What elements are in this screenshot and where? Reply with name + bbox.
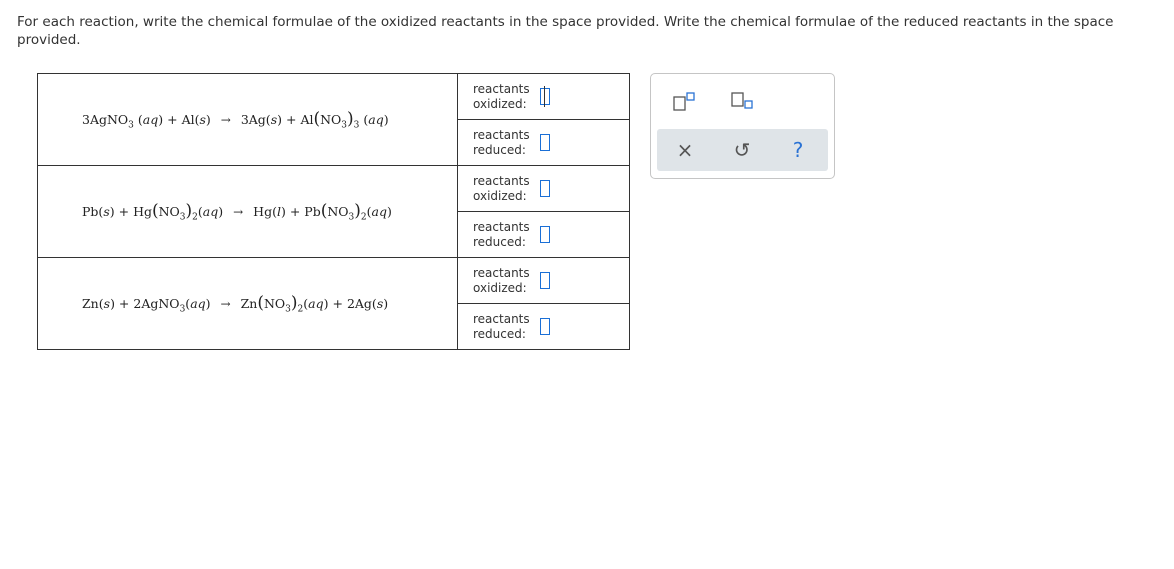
reduced-label: [473, 128, 530, 158]
state: aq: [368, 111, 384, 127]
label-line: reduced:: [473, 142, 526, 157]
clear-button[interactable]: [670, 136, 700, 164]
state: aq: [371, 203, 388, 219]
label-line: oxidized:: [473, 96, 527, 111]
reaction-table: [37, 73, 630, 350]
oxidized-input-3[interactable]: [540, 272, 550, 289]
reduced-cell-1: [458, 120, 630, 166]
reduced-label: [473, 312, 530, 342]
subscript: 2: [360, 212, 367, 223]
state: aq: [202, 203, 219, 219]
label-line: oxidized:: [473, 188, 527, 203]
reduced-cell-3: [458, 304, 630, 350]
reduced-input-3[interactable]: [540, 318, 550, 335]
subscript: 3: [353, 120, 360, 131]
formula-toolbar-panel: [650, 73, 835, 179]
state: s: [103, 295, 111, 311]
undo-button[interactable]: [727, 136, 757, 164]
undo-icon: ↺: [733, 138, 751, 162]
formula: Ag: [354, 295, 372, 311]
subscript: 3: [128, 120, 134, 131]
formula: NO: [158, 203, 180, 219]
formula: Zn: [240, 295, 258, 311]
plus: +: [285, 111, 297, 127]
subscript-button[interactable]: [727, 88, 757, 114]
formula: NO: [320, 111, 342, 127]
subscript-icon: [729, 90, 755, 112]
help-icon: ?: [792, 138, 804, 162]
formula: Ag: [248, 111, 266, 127]
oxidized-cell-2: [458, 166, 630, 212]
subscript: 3: [341, 120, 348, 131]
label-line: reduced:: [473, 234, 526, 249]
subscript: 2: [297, 304, 304, 315]
reduced-cell-2: [458, 212, 630, 258]
table-row: [38, 166, 630, 212]
label-line: oxidized:: [473, 280, 527, 295]
instructions-text: For each reaction, write the chemical formulae of the oxidized reactants in the space provided. Write the chemical formulae of the reduced reactants in the space provided.: [17, 14, 1114, 48]
reduced-input-2[interactable]: [540, 226, 550, 243]
formula: NO: [263, 295, 286, 311]
label-line: reactants: [473, 311, 530, 326]
formula: AgNO: [89, 111, 129, 127]
subscript: 3: [179, 304, 186, 315]
plus: +: [118, 295, 130, 311]
state: s: [270, 111, 278, 127]
oxidized-input-1[interactable]: [540, 88, 550, 105]
oxidized-label: [473, 174, 530, 204]
formula: AgNO: [141, 295, 180, 311]
formula: Zn: [82, 295, 99, 311]
toolbar-actions: [657, 129, 828, 171]
superscript-button[interactable]: [669, 88, 699, 114]
reaction-arrow-icon: →: [220, 112, 231, 127]
formula: Pb: [82, 203, 99, 219]
coef: 2: [133, 295, 142, 311]
reaction-arrow-icon: →: [233, 204, 244, 219]
coef: 2: [346, 295, 355, 311]
subscript: 3: [179, 212, 186, 223]
oxidized-label: [473, 82, 530, 112]
subscript: 3: [348, 212, 355, 223]
state: aq: [190, 295, 206, 311]
table-row: [38, 74, 630, 120]
reaction-arrow-icon: →: [220, 296, 231, 311]
label-line: reactants: [473, 81, 530, 96]
superscript-icon: [671, 90, 697, 112]
subscript: 3: [285, 304, 291, 315]
help-button[interactable]: [783, 136, 813, 164]
reaction-equation-1: 3AgNO$_3$ $(aq) + Al(s) \to 3Ag(s) + Al(NO_3)_3$ (aq): [38, 74, 458, 166]
state: aq: [142, 111, 159, 127]
oxidized-input-2[interactable]: [540, 180, 550, 197]
oxidized-cell-3: [458, 258, 630, 304]
coef: 3: [240, 111, 249, 127]
close-icon: ×: [676, 138, 694, 162]
reduced-label: [473, 220, 530, 250]
state: s: [376, 295, 384, 311]
formula: Hg: [133, 203, 152, 219]
plus: +: [118, 203, 130, 219]
plus: +: [289, 203, 301, 219]
reduced-input-1[interactable]: [540, 134, 550, 151]
label-line: reactants: [473, 219, 530, 234]
state: l: [276, 203, 281, 219]
formula: NO: [327, 203, 349, 219]
plus: +: [167, 111, 178, 127]
reaction-equation-3: Zn(s) + 2AgNO$_3$(aq) → $Zn(NO_3)_2(aq) + 2Ag(s)$: [38, 258, 458, 350]
oxidized-label: [473, 266, 530, 296]
label-line: reactants: [473, 127, 530, 142]
formula: Pb: [304, 203, 321, 219]
plus: +: [332, 295, 343, 311]
coef: 3: [82, 111, 90, 127]
formula: Al: [181, 111, 195, 127]
reaction-equation-2: $Pb(s) + Hg(NO_3)_2(aq) \to Hg(l) + Pb(NO_3)_2(aq)$: [38, 166, 458, 258]
label-line: reduced:: [473, 326, 526, 341]
formula: Hg: [253, 203, 273, 219]
formula: Al: [300, 111, 314, 127]
state: aq: [308, 295, 324, 311]
table-row: [38, 258, 630, 304]
state: s: [103, 203, 110, 219]
subscript: 2: [192, 212, 198, 223]
state: s: [199, 111, 206, 127]
label-line: reactants: [473, 173, 530, 188]
oxidized-cell-1: [458, 74, 630, 120]
label-line: reactants: [473, 265, 530, 280]
